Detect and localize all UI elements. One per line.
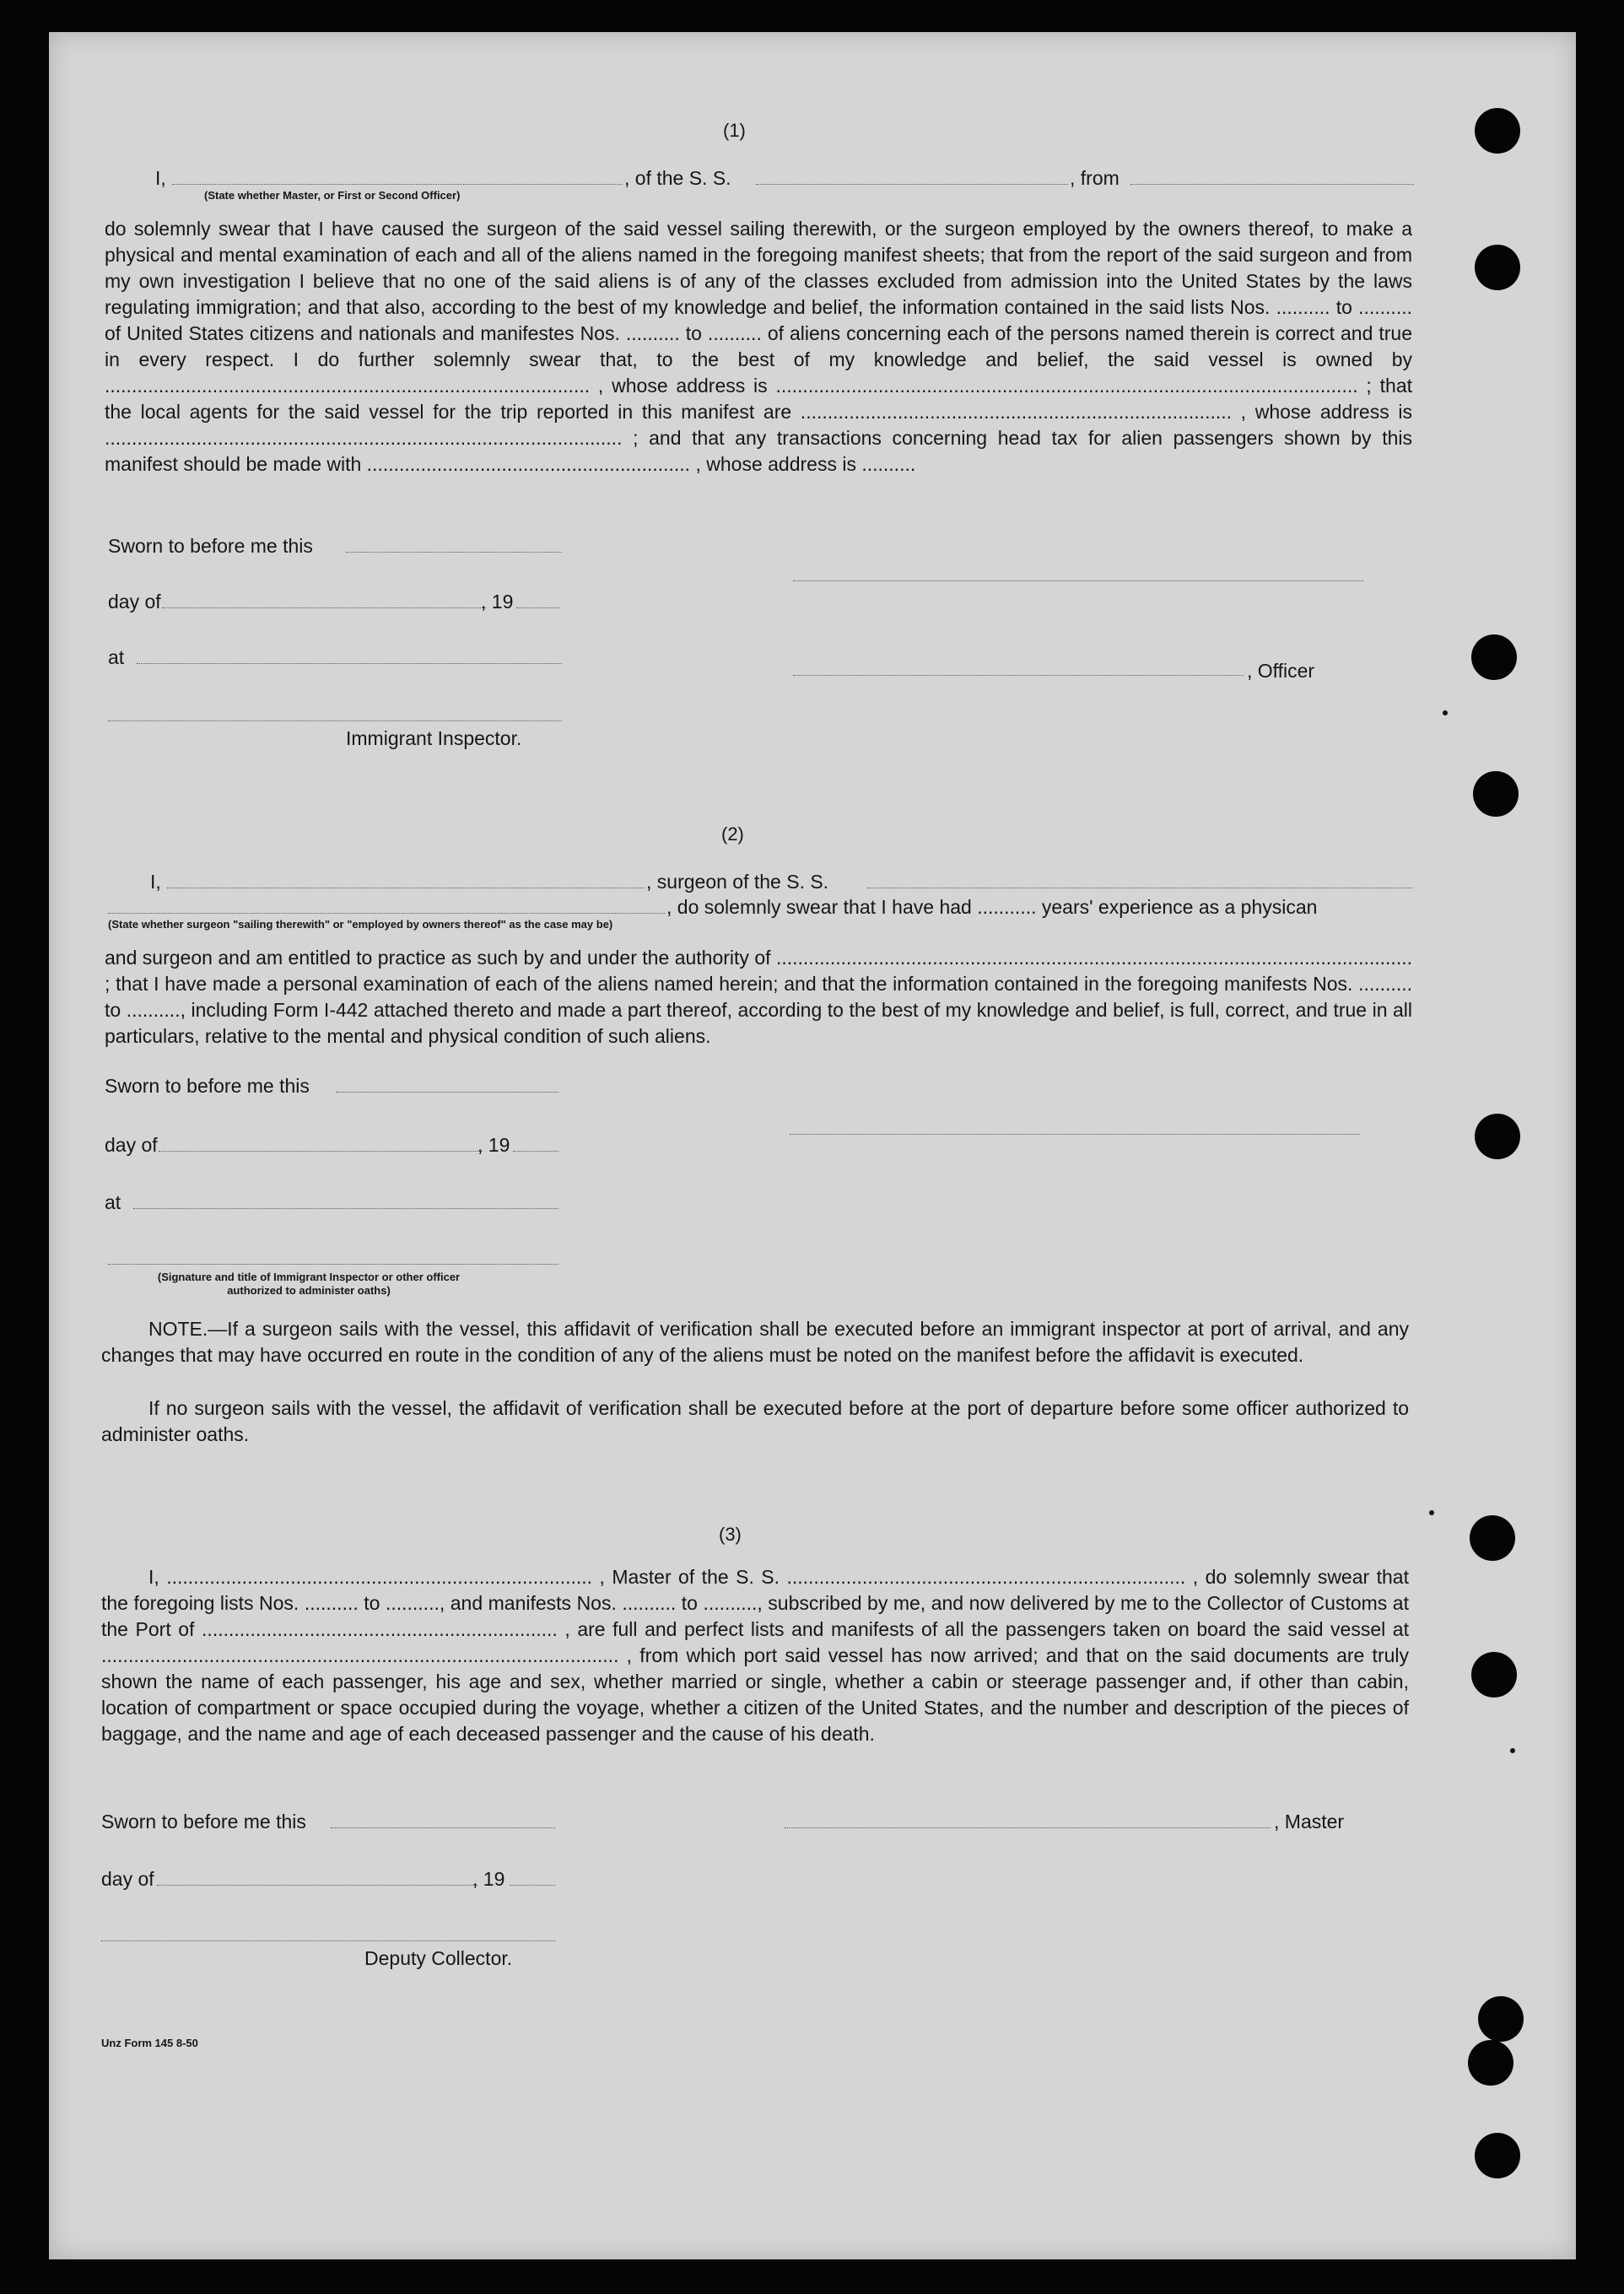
surgeon-status-field[interactable] [108, 913, 665, 914]
collector-signature-field[interactable] [101, 1940, 555, 1941]
section-3-oath-paragraph: I, ............................................................................... , Master of the S. S. .......................................................................... , do solemnly swear that the foregoing lists Nos. .......... to .........., and manifests Nos. .......... to .........., subscribed by me, and now delivered by me to the Collector of Customs at the Port of .................................................................. , are full and perfect lists and manifests of all the passengers taken on board the said vessel at ................................................................................................ , from which port said vessel has now arrived; and that on the said documents are truly shown the name of each passenger, his age and sex, whether married or single, whether a cabin or steerage passenger and, if other than cabin, location of compartment or space occupied during the voyage, whether a citizen of the United States, and the number and description of the pieces of baggage, and the name and age of each deceased passenger and the cause of his death. [101, 1566, 1409, 1745]
at-field-2[interactable] [133, 1208, 558, 1209]
from-label: , from [1070, 167, 1120, 189]
sworn-date-field-1[interactable] [346, 552, 562, 553]
section-2-oath-paragraph: and surgeon and am entitled to practice as such by and under the authority of ...................................................................................................................... ; that I have made a personal examination of each of the aliens named herein; and that the information contained in the foregoing manifests Nos. .......... to .........., including Form I-442 attached thereto and made a part thereof, according to the best of my knowledge and belief, is full, correct, and true in all particulars, relative to the mental and physical condition of such aliens. [105, 947, 1412, 1047]
year-label-3: , 19 [472, 1868, 505, 1890]
paper-speck [1510, 1748, 1515, 1753]
binder-hole [1471, 1652, 1517, 1698]
master-label: , Master [1274, 1811, 1345, 1833]
from-port-field[interactable] [1130, 184, 1414, 185]
binder-hole [1473, 771, 1519, 817]
signature-line-1[interactable] [793, 580, 1363, 581]
year-field-3[interactable] [510, 1885, 555, 1886]
sworn-date-field-2[interactable] [336, 1092, 558, 1093]
section-3-number: (3) [719, 1524, 742, 1545]
at-label-2: at [105, 1191, 121, 1213]
year-label-1: , 19 [481, 591, 514, 613]
note-paragraph-2: If no surgeon sails with the vessel, the affidavit of verification shall be executed before at the port of departure before some officer authorized to administer oaths. [101, 1397, 1409, 1445]
sworn-label-1: Sworn to before me this [108, 535, 313, 557]
day-of-label-3: day of [101, 1868, 154, 1890]
binder-hole [1471, 634, 1517, 680]
deputy-collector-label: Deputy Collector. [364, 1947, 513, 1969]
note-paragraph-1: NOTE.—If a surgeon sails with the vessel, this affidavit of verification shall be executed before an immigrant inspector at port of arrival, and any changes that may have occurred en route in the condition of any of the aliens must be noted on the manifest before the affidavit is executed. [101, 1318, 1409, 1366]
officer-rank-note: (State whether Master, or First or Second Officer) [204, 189, 461, 202]
sworn-label-3: Sworn to before me this [101, 1811, 306, 1833]
immigrant-inspector-label: Immigrant Inspector. [346, 727, 522, 749]
day-field-3[interactable] [157, 1885, 477, 1886]
officer-label: , Officer [1247, 660, 1315, 682]
surgeon-vessel-label: , surgeon of the S. S. [646, 871, 829, 893]
section-1-i-label: I, [155, 167, 166, 189]
at-label-1: at [108, 646, 125, 668]
day-of-label-2: day of [105, 1134, 158, 1156]
sworn-label-2: Sworn to before me this [105, 1075, 310, 1097]
binder-hole [1475, 2133, 1520, 2178]
experience-line: , do solemnly swear that I have had ........... years' experience as a physican [666, 896, 1318, 918]
section-1-number: (1) [723, 120, 746, 141]
section-1-oath-paragraph: do solemnly swear that I have caused the surgeon of the said vessel sailing therewith, or the surgeon employed by the owners thereof, to make a physical and mental examination of each and all of the aliens named in the foregoing manifest sheets; that from the report of the said surgeon and from my own investigation I believe that no one of the said aliens is of any of the classes excluded from admission into the United States by the laws regulating immigration; and that also, according to the best of my knowledge and belief, the information contained in the said lists Nos. .......... to .......... of United States citizens and nationals and manifestes Nos. .......... to .......... of aliens concerning each of the persons named therein is correct and true in every respect. I do further solemnly swear that, to the best of my knowledge and belief, the said vessel is owned by .......................................................................................... , whose address is ............................................................................................................ ; that the local agents for the said vessel for the trip reported in this manifest are ................................................................................ , whose address is ................................................................................................ ; and that any transactions concerning head tax for alien passengers shown by this manifest should be made with ............................................................ , whose address is .......... [105, 218, 1412, 475]
year-field-1[interactable] [516, 607, 560, 608]
vessel-name-field[interactable] [756, 184, 1068, 185]
signature-line-2[interactable] [790, 1134, 1360, 1135]
year-label-2: , 19 [477, 1134, 510, 1156]
binder-hole [1475, 245, 1520, 290]
binder-hole [1475, 1114, 1520, 1159]
paper-speck [1443, 710, 1448, 715]
year-field-2[interactable] [513, 1151, 558, 1152]
sworn-date-field-3[interactable] [331, 1827, 555, 1828]
at-field-1[interactable] [137, 663, 562, 664]
vessel-label: , of the S. S. [624, 167, 731, 189]
day-of-label-1: day of [108, 591, 161, 613]
section-2-i-label: I, [150, 871, 161, 893]
binder-hole [1470, 1515, 1515, 1561]
section-2-number: (2) [721, 823, 744, 845]
form-number: Unz Form 145 8-50 [101, 2037, 198, 2049]
paper-speck [1429, 1510, 1434, 1515]
surgeon-status-note: (State whether surgeon "sailing therewith" or "employed by owners thereof" as the case may be) [108, 918, 613, 931]
officer-signature-field[interactable] [793, 675, 1244, 676]
binder-hole [1475, 108, 1520, 154]
inspector-signature-field-2[interactable] [108, 1264, 558, 1265]
day-field-2[interactable] [159, 1151, 483, 1152]
binder-hole [1478, 1996, 1524, 2042]
master-signature-field[interactable] [785, 1827, 1271, 1828]
binder-hole [1468, 2040, 1513, 2086]
signature-title-note: (Signature and title of Immigrant Inspector or other officer authorized to administer oaths) [157, 1271, 461, 1297]
form-sheet [49, 32, 1576, 2259]
day-field-1[interactable] [162, 607, 486, 608]
officer-name-field[interactable] [172, 184, 623, 185]
